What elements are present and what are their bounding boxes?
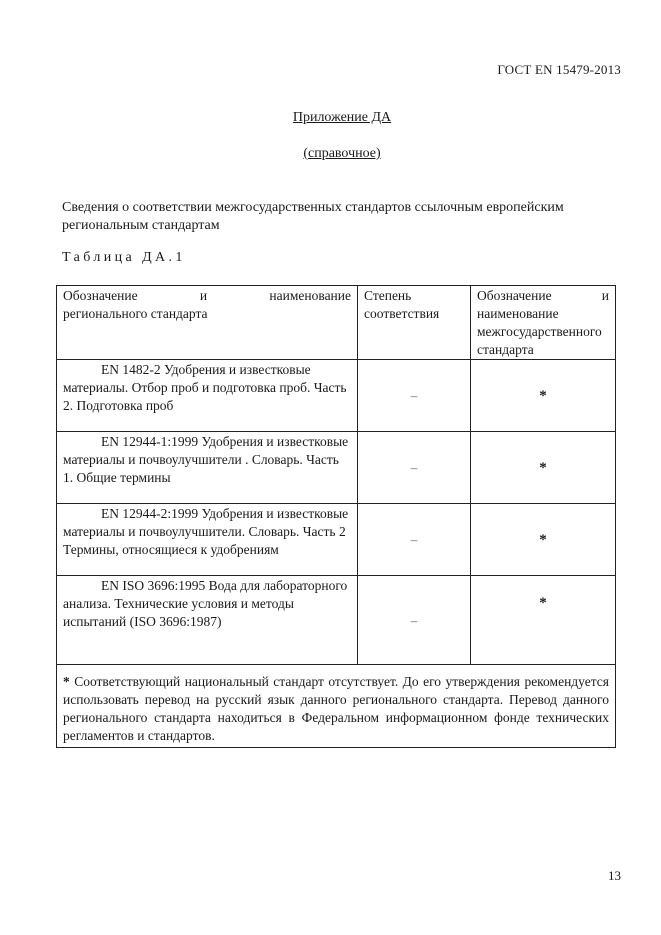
regional-standard-name: EN ISO 3696:1995 Вода для лабораторного анализа. Технические условия и методы испытаний (ISO 3696:1987) [57,576,358,665]
header-interstate [471,286,616,360]
table-row [57,576,616,665]
header-designation-line1: Обозначение и наименование [63,288,351,303]
document-code: ГОСТ EN 15479-2013 [497,62,621,77]
header-degree: Степень соответствия [358,286,471,360]
interstate-value: * [471,360,616,432]
interstate-value: * [471,576,616,665]
degree-value: – [358,432,471,504]
annex-subtitle: (справочное) [303,146,381,161]
table-row [57,360,616,432]
table-footnote [57,665,616,748]
page-number: 13 [608,868,621,883]
footnote-mark: * [63,674,70,689]
degree-value: – [358,360,471,432]
table-row [57,504,616,576]
table-header-row [57,286,616,360]
degree-value: – [358,504,471,576]
regional-standard-name: EN 12944-1:1999 Удобрения и известковые материалы и почвоулучшители . Словарь. Часть 1. Общие термины [57,432,358,504]
annex-title: Приложение ДА [292,110,392,125]
table-caption: Таблица ДА.1 [62,250,186,265]
interstate-value: * [471,504,616,576]
header-designation [57,286,358,360]
interstate-value: * [471,432,616,504]
footnote-text: Соответствующий национальный стандарт отсутствует. До его утверждения рекомендуется использовать перевод на русский язык данного регионального стандарта. Перевод данного регионального стандарта находиться в Федеральном информационном фонде технических регламентов и стандартов. [63,674,610,743]
table-footnote-row [57,665,616,748]
standards-table [56,285,616,748]
regional-standard-name: EN 12944-2:1999 Удобрения и известковые материалы и почвоулучшители. Словарь. Часть 2 Термины, относящиеся к удобрениям [57,504,358,576]
header-interstate-line2: наименование межгосударственного стандарта [477,306,602,357]
intro-text: Сведения о соответствии межгосударственных стандартов ссылочным европейским региональным стандартам [62,200,564,233]
table-row [57,432,616,504]
header-interstate-line1: Обозначение и [477,288,609,303]
regional-standard-name: EN 1482-2 Удобрения и известковые материалы. Отбор проб и подготовка проб. Часть 2. Подготовка проб [57,360,358,432]
degree-value: – [358,576,471,665]
header-designation-line2: регионального стандарта [63,306,208,321]
